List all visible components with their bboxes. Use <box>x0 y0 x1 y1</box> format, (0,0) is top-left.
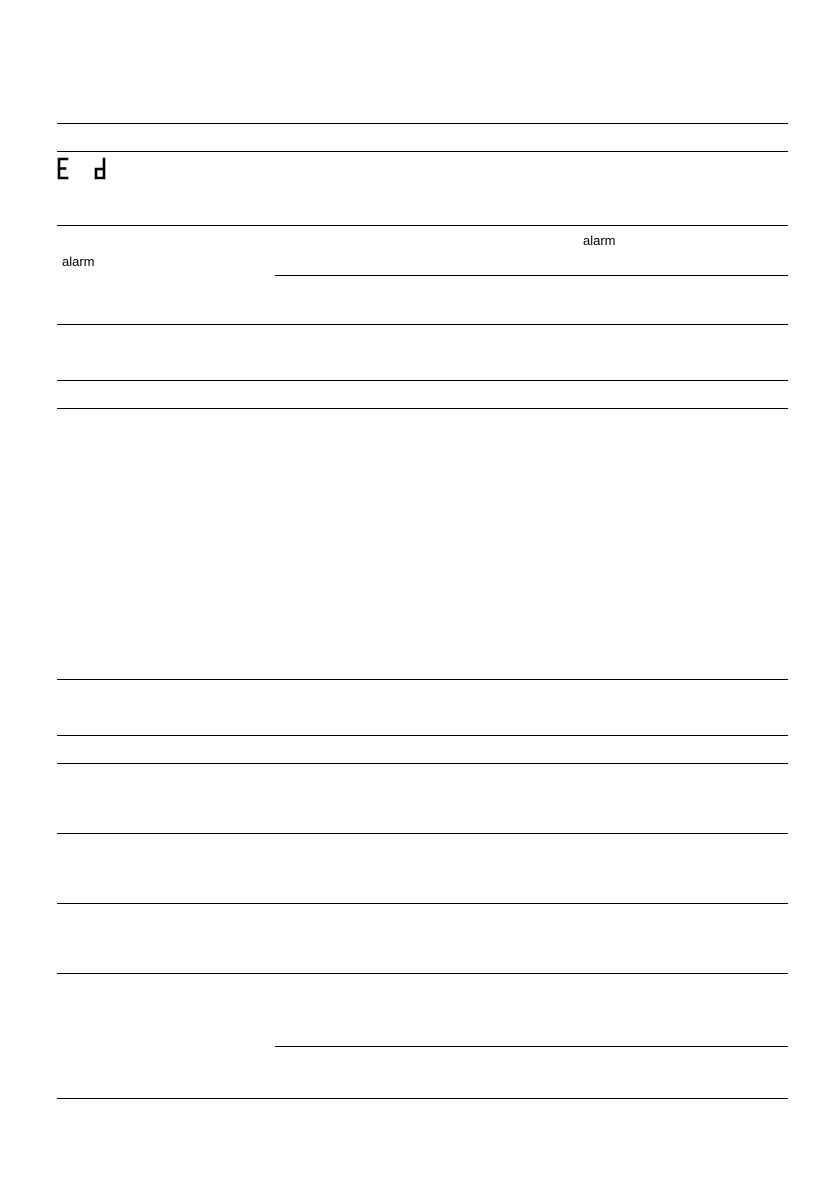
segment-d-icon <box>96 159 104 178</box>
table-bottom-rule <box>57 1098 788 1099</box>
row-rule <box>57 225 788 226</box>
table-header-top-rule <box>57 123 788 124</box>
row-sub-rule <box>275 275 788 276</box>
seven-segment-display-icon <box>57 157 117 181</box>
row-rule <box>57 903 788 904</box>
row-rule <box>57 735 788 736</box>
row-rule <box>57 380 788 381</box>
row-rule <box>57 833 788 834</box>
segment-e-icon <box>59 159 67 178</box>
row-rule <box>57 679 788 680</box>
row-rule <box>57 408 788 409</box>
row-rule <box>57 973 788 974</box>
row-rule <box>57 763 788 764</box>
alarm-cause-label: alarm <box>62 254 95 269</box>
table-header-bottom-rule <box>57 151 788 152</box>
alarm-remedy-label: alarm <box>583 233 616 248</box>
row-rule <box>57 324 788 325</box>
row-sub-rule <box>275 1046 788 1047</box>
